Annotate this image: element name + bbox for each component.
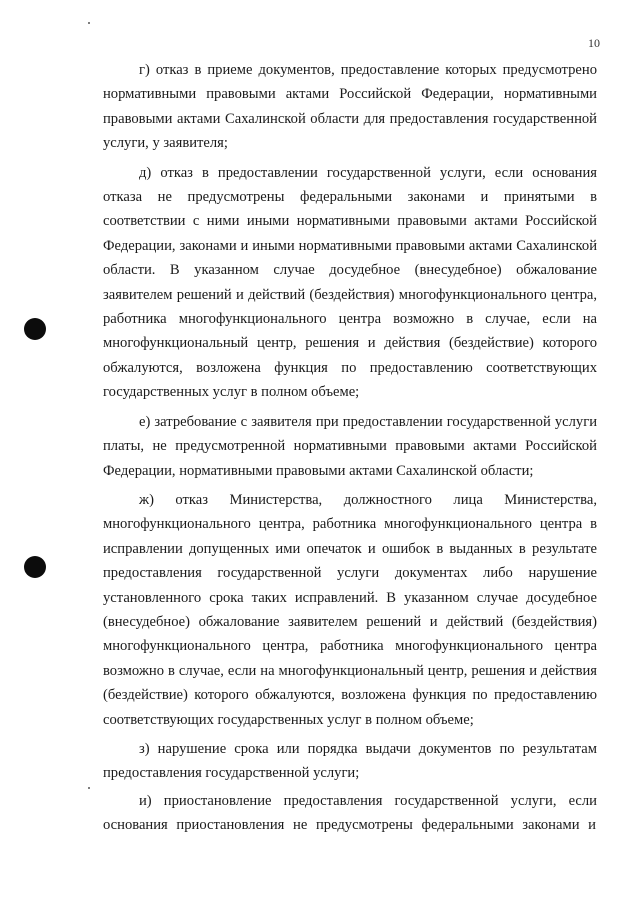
punch-hole-bottom <box>24 556 46 578</box>
document-body <box>103 58 597 838</box>
page-number: 10 <box>588 36 600 50</box>
punch-hole-top <box>24 318 46 340</box>
paragraph-d: д) отказ в предоставлении государственной услуги, если основания отказа не предусмотрены федеральными законами и принятыми в соответствии с ними иными нормативными правовыми актами Российской Федерации, законами и иными нормативными правовыми актами Сахалинской области. В указанном случае досудебное (внесудебное) обжалование заявителем решений и действий (бездействия) многофункционального центра, работника многофункционального центра возможно в случае, если на многофункциональный центр, решения и действия (бездействие) которого обжалуются, возложена функция по предоставлению соответствующих государственных услуг в полном объеме; <box>103 164 597 401</box>
paragraph-zh: ж) отказ Министерства, должностного лица Министерства, многофункционального центра, работника многофункционального центра в исправлении допущенных ими опечаток и ошибок в выданных в результате предоставления государственной услуги документах либо нарушение установленного срока таких исправлений. В указанном случае досудебное (внесудебное) обжалование заявителем решений и действий (бездействия) многофункционального центра, работника многофункционального центра возможно в случае, если на многофункциональный центр, решения и действия (бездействие) которого обжалуются, возложена функция по предоставлению соответствующих государственных услуг в полном объеме; <box>103 491 597 728</box>
paragraph-z: з) нарушение срока или порядка выдачи документов по результатам предоставления государственной услуги; <box>103 740 597 782</box>
paragraph-g: г) отказ в приеме документов, предоставление которых предусмотрено нормативными правовыми актами Российской Федерации, нормативными правовыми актами Сахалинской области для предоставления государственной услуги, у заявителя; <box>103 62 597 152</box>
scan-speck <box>88 787 90 789</box>
paragraph-i: и) приостановление предоставления государственной услуги, если основания приостановления не предусмотрены федеральными законами и <box>103 792 597 834</box>
paragraph-e: е) затребование с заявителя при предоставлении государственной услуги платы, не предусмотренной нормативными правовыми актами Российской Федерации, нормативными правовыми актами Сахалинской области; <box>103 413 597 479</box>
scan-speck <box>88 22 90 24</box>
